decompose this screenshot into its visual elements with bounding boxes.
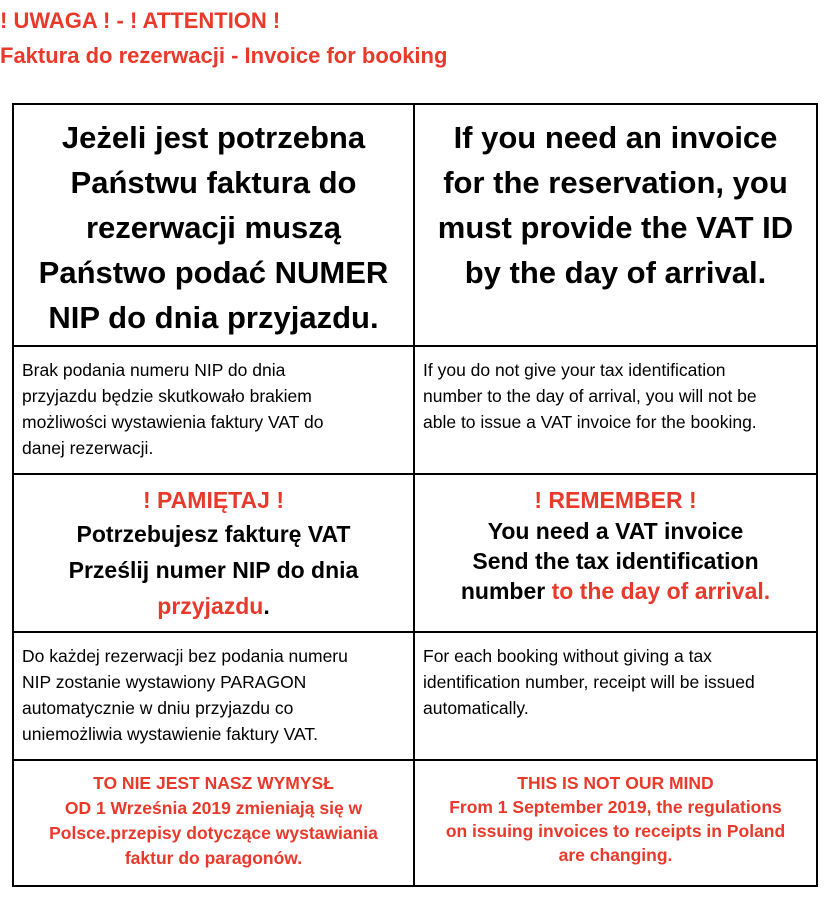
text-line: able to issue a VAT invoice for the booking. xyxy=(423,412,757,432)
text-line: For each booking without giving a tax xyxy=(423,646,712,666)
text-line: must provide the VAT ID xyxy=(437,210,794,245)
text-line: możliwości wystawienia faktury VAT do xyxy=(22,412,324,432)
text-line: Potrzebujesz fakturę VAT xyxy=(76,521,351,547)
consequence-row xyxy=(13,346,817,474)
intro-row xyxy=(13,104,817,346)
text-fragment: . xyxy=(263,593,270,619)
text-line: are changing. xyxy=(558,845,673,865)
remember-pl-cell xyxy=(13,474,414,632)
receipt-pl-cell xyxy=(13,632,414,760)
info-table xyxy=(12,103,818,887)
intro-pl-text xyxy=(14,105,413,340)
highlight-text: to the day of arrival. xyxy=(551,578,771,604)
text-line: Państwo podać NUMER xyxy=(38,255,389,290)
text-line: OD 1 Września 2019 zmieniają się w xyxy=(64,798,363,818)
text-line xyxy=(415,576,816,606)
consequence-pl-text xyxy=(14,347,413,461)
regulation-en-cell xyxy=(414,760,817,886)
receipt-en-cell xyxy=(414,632,817,760)
receipt-en-text xyxy=(415,633,816,721)
text-line: Brak podania numeru NIP do dnia xyxy=(22,360,286,380)
text-line: uniemożliwia wystawienie faktury VAT. xyxy=(22,724,318,744)
consequence-en-text xyxy=(415,347,816,435)
text-line: automatycznie w dniu przyjazdu co xyxy=(22,698,294,718)
text-line: Prześlij numer NIP do dnia xyxy=(68,557,359,583)
receipt-row xyxy=(13,632,817,760)
consequence-en-cell xyxy=(414,346,817,474)
text-line: Polsce.przepisy dotyczące wystawiania xyxy=(49,823,378,843)
text-line: on issuing invoices to receipts in Poland xyxy=(445,821,786,841)
regulation-pl-cell xyxy=(13,760,414,886)
remember-pl-title: ! PAMIĘTAJ ! xyxy=(143,487,284,513)
intro-pl-cell xyxy=(13,104,414,346)
highlight-text: przyjazdu xyxy=(157,593,264,619)
text-line: by the day of arrival. xyxy=(464,255,767,290)
text-fragment: number xyxy=(460,578,552,604)
remember-en-title: ! REMEMBER ! xyxy=(534,487,697,513)
intro-en-cell xyxy=(414,104,817,346)
text-line: THIS IS NOT OUR MIND xyxy=(517,773,714,793)
remember-en-block xyxy=(415,475,816,606)
receipt-pl-text xyxy=(14,633,413,747)
text-line: NIP do dnia przyjazdu. xyxy=(48,300,379,335)
text-line: From 1 September 2019, the regulations xyxy=(449,797,782,817)
regulation-row xyxy=(13,760,817,886)
text-line: You need a VAT invoice xyxy=(487,518,744,544)
text-line: identification number, receipt will be issued xyxy=(423,672,755,692)
text-line: Send the tax identification xyxy=(472,548,759,574)
text-line: number to the day of arrival, you will not be xyxy=(423,386,757,406)
regulation-pl-text xyxy=(14,761,413,871)
text-line: Do każdej rezerwacji bez podania numeru xyxy=(22,646,348,666)
regulation-en-text xyxy=(415,761,816,867)
text-line: Jeżeli jest potrzebna xyxy=(61,120,366,155)
intro-en-text xyxy=(415,105,816,295)
text-line: NIP zostanie wystawiony PARAGON xyxy=(22,672,307,692)
text-line: danej rezerwacji. xyxy=(22,438,154,458)
text-line: TO NIE JEST NASZ WYMYSŁ xyxy=(93,773,334,793)
remember-en-cell xyxy=(414,474,817,632)
text-line: for the reservation, you xyxy=(443,165,788,200)
notice-subtitle: Faktura do rezerwacji - Invoice for booking xyxy=(0,43,448,68)
remember-row xyxy=(13,474,817,632)
text-line: rezerwacji muszą xyxy=(85,210,342,245)
text-line xyxy=(14,588,413,624)
text-line: przyjazdu będzie skutkowało brakiem xyxy=(22,386,312,406)
text-line: If you need an invoice xyxy=(453,120,778,155)
text-line: faktur do paragonów. xyxy=(124,848,303,868)
text-line: Państwu faktura do xyxy=(70,165,357,200)
consequence-pl-cell xyxy=(13,346,414,474)
text-line: automatically. xyxy=(423,698,529,718)
remember-pl-block xyxy=(14,475,413,624)
text-line: If you do not give your tax identification xyxy=(423,360,726,380)
notice-title: ! UWAGA ! - ! ATTENTION ! xyxy=(0,8,281,33)
